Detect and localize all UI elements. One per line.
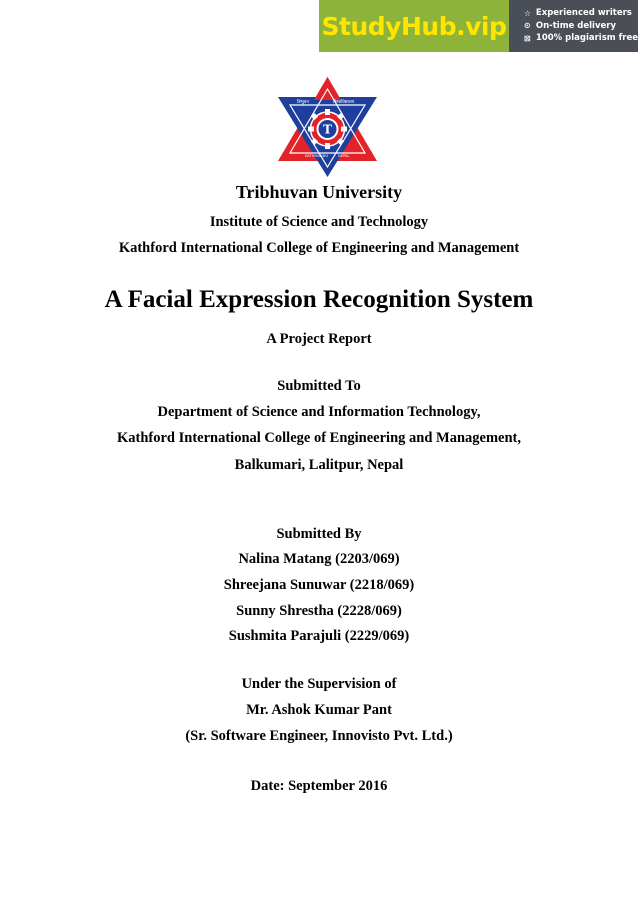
- feature-experienced-writers: [524, 7, 638, 20]
- star-icon: ☆: [523, 8, 532, 18]
- university-name: Tribhuvan University: [235, 182, 403, 202]
- emblem-text-top-left: त्रिभुवन: [297, 100, 309, 105]
- report-title: A Facial Expression Recognition System: [104, 286, 534, 313]
- svg-text:T: T: [323, 122, 332, 137]
- author: Sushmita Parajuli (2229/069): [228, 628, 410, 644]
- submitted-to-line: Department of Science and Information Technology,: [157, 404, 481, 420]
- feature-plagiarism-free: [524, 32, 638, 45]
- report-date: Date: September 2016: [250, 778, 388, 794]
- author: Sunny Shrestha (2228/069): [236, 603, 402, 619]
- supervisor-role: (Sr. Software Engineer, Innovisto Pvt. Ltd.): [185, 728, 453, 744]
- banner-features: [509, 0, 638, 52]
- submitted-by-heading: Submitted By: [276, 526, 362, 542]
- feature-label: Experienced writers: [535, 8, 632, 19]
- emblem-text-bottom-right: NEPAL: [338, 154, 350, 158]
- emblem-text-top-right: विश्वविद्यालय: [333, 100, 355, 105]
- feature-on-time-delivery: [524, 20, 638, 33]
- college-name: Kathford International College of Engineering and Management: [118, 240, 520, 256]
- institute-name: Institute of Science and Technology: [209, 214, 429, 230]
- supervision-heading: Under the Supervision of: [241, 676, 397, 692]
- submitted-to-heading: Submitted To: [277, 378, 361, 394]
- submitted-to-line: Balkumari, Lalitpur, Nepal: [234, 457, 404, 473]
- studyhub-banner[interactable]: [319, 0, 638, 52]
- author: Shreejana Sunuwar (2218/069): [223, 577, 415, 593]
- clock-icon: ⊙: [523, 21, 531, 31]
- emblem-text-bottom-left: KATHMANDU: [305, 154, 329, 158]
- supervisor-name: Mr. Ashok Kumar Pant: [246, 702, 392, 718]
- feature-label: On-time delivery: [535, 20, 616, 31]
- tribhuvan-university-emblem: [275, 75, 380, 179]
- studyhub-logo[interactable]: StudyHub.vip: [319, 0, 509, 52]
- author: Nalina Matang (2203/069): [238, 551, 400, 567]
- shield-check-icon: ⊠: [523, 33, 531, 43]
- feature-label: 100% plagiarism free: [535, 33, 638, 44]
- report-subtitle: A Project Report: [266, 331, 372, 347]
- submitted-to-line: Kathford International College of Engineering and Management,: [117, 430, 521, 446]
